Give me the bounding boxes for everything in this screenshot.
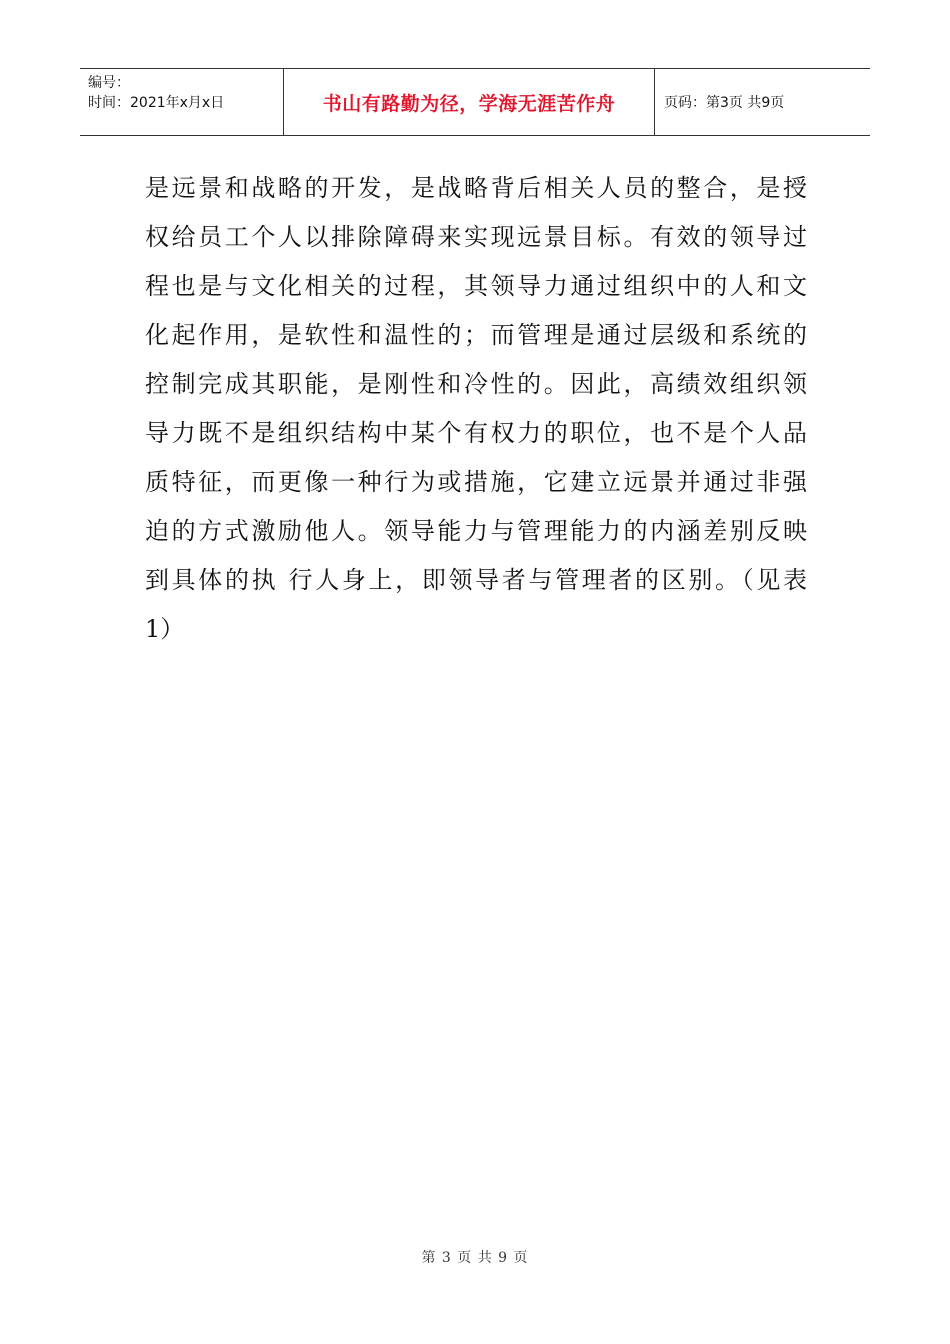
body-line: 是远景和战略的开发，是战略背后相关人员的整合，是授 [145, 174, 807, 202]
body-line: 化起作用，是软性和温性的；而管理是通过层级和系统的 [145, 321, 807, 349]
body-line: 权给员工个人以排除障碍来实现远景目标。有效的领导过 [145, 223, 807, 251]
document-number-label: 编号： [88, 75, 130, 91]
page-footer: 第 3 页 共 9 页 [421, 1250, 529, 1266]
body-line: 到具体的执 行人身上，即领导者与管理者的区别。（见表 [145, 566, 807, 594]
document-time-label: 时间：2021年x月x日 [88, 95, 225, 111]
header-motto: 书山有路勤为径，学海无涯苦作舟 [322, 92, 616, 115]
header-meta [80, 69, 283, 135]
header-motto-cell [283, 69, 655, 135]
body-paragraph [145, 164, 807, 654]
page-header [80, 68, 870, 136]
body-line: 迫的方式激励他人。领导能力与管理能力的内涵差别反映 [145, 517, 807, 545]
body-line: 1） [145, 615, 185, 643]
header-page-cell [655, 69, 870, 135]
body-line: 程也是与文化相关的过程，其领导力通过组织中的人和文 [145, 272, 807, 300]
body-line: 导力既不是组织结构中某个有权力的职位，也不是个人品 [145, 419, 807, 447]
body-line: 控制完成其职能，是刚性和冷性的。因此，高绩效组织领 [145, 370, 807, 398]
body-line: 质特征，而更像一种行为或措施，它建立远景并通过非强 [145, 468, 807, 496]
header-page-code: 页码：第3页 共9页 [664, 95, 785, 111]
